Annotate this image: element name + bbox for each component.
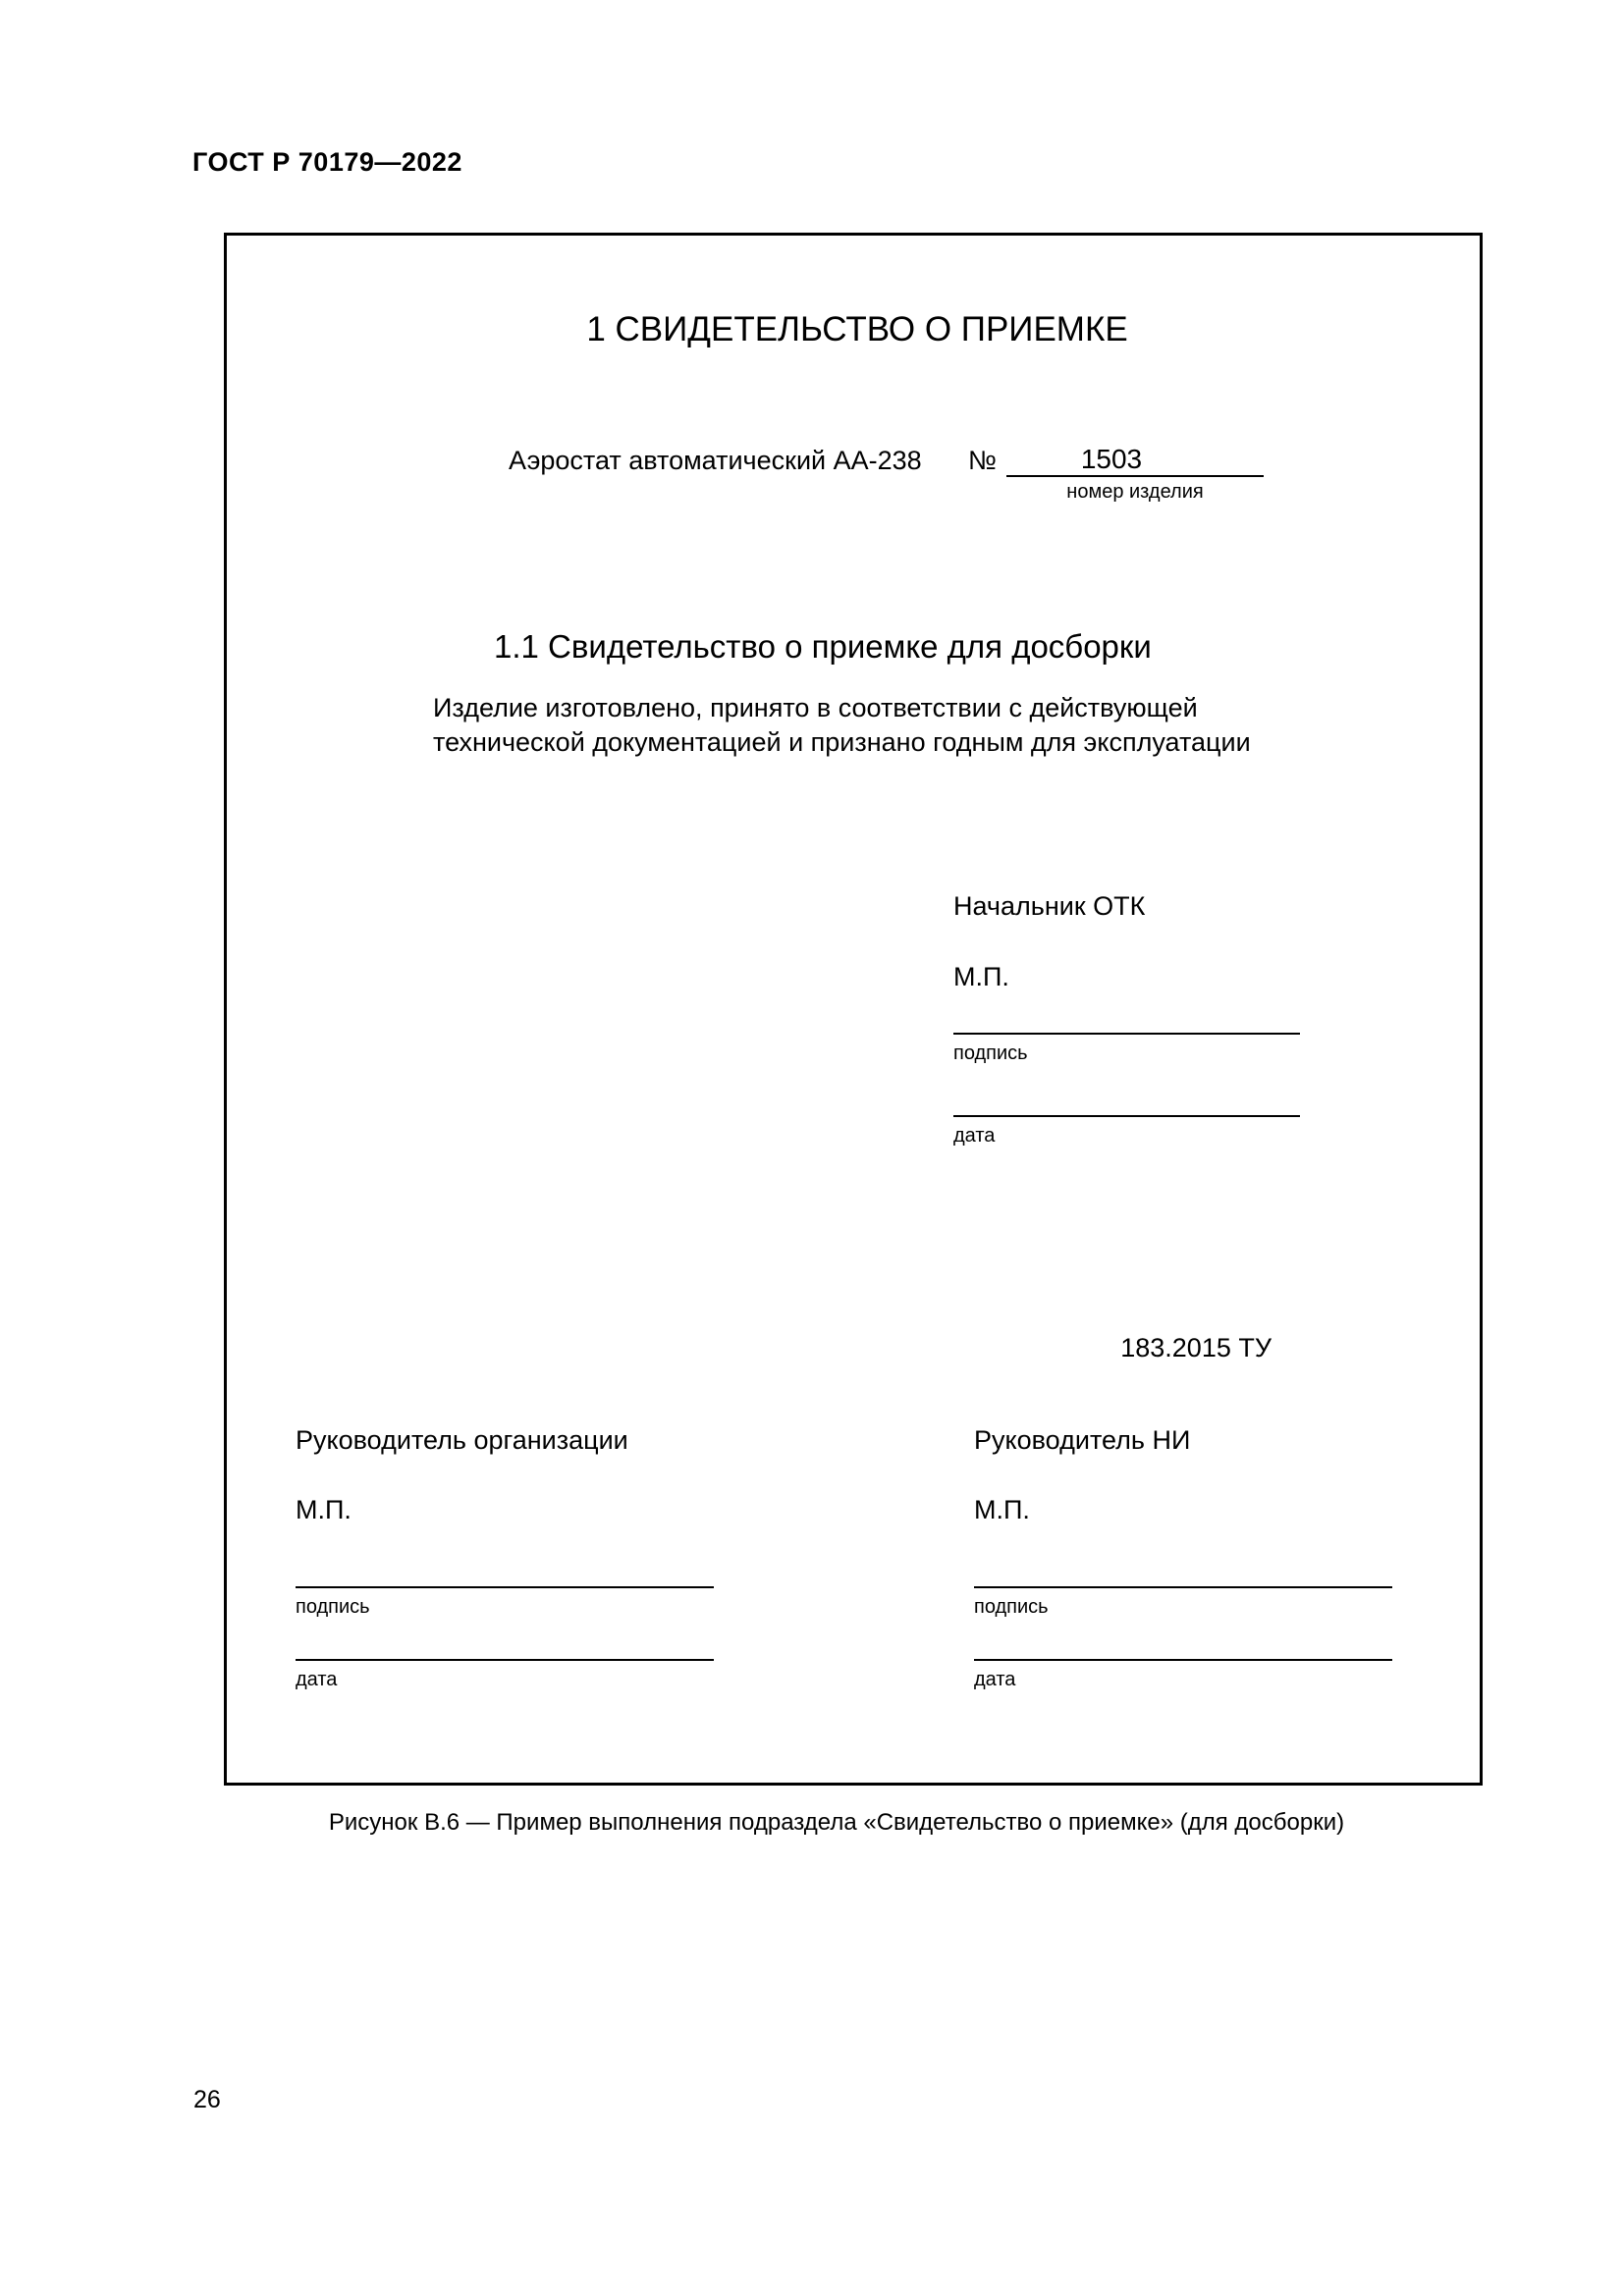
otk-title: Начальник ОТК <box>953 891 1146 921</box>
product-name: Аэростат автоматический АА-238 <box>509 446 922 475</box>
otk-date-line <box>953 1115 1300 1117</box>
org-head-date-line <box>296 1659 714 1661</box>
product-number-caption: номер изделия <box>1066 481 1204 503</box>
ni-head-stamp: М.П. <box>974 1495 1030 1524</box>
standard-code: ГОСТ Р 70179—2022 <box>192 147 462 177</box>
form-title: 1 СВИДЕТЕЛЬСТВО О ПРИЕМКЕ <box>586 310 1128 348</box>
ni-head-signature-caption: подпись <box>974 1596 1049 1618</box>
otk-date-caption: дата <box>953 1125 996 1147</box>
otk-signature-line <box>953 1033 1300 1035</box>
org-head-stamp: М.П. <box>296 1495 352 1524</box>
ni-head-title: Руководитель НИ <box>974 1425 1191 1455</box>
figure-caption: Рисунок В.6 — Пример выполнения подраздела «Свидетельство о приемке» (для досборки) <box>328 1809 1345 1836</box>
statement-line: технической документацией и признано годным для эксплуатации <box>433 727 1251 757</box>
ni-head-date-caption: дата <box>974 1669 1016 1690</box>
org-head-date-caption: дата <box>296 1669 338 1690</box>
org-head-title: Руководитель организации <box>296 1425 628 1455</box>
spec-code: 183.2015 ТУ <box>1120 1333 1272 1362</box>
otk-signature-caption: подпись <box>953 1042 1028 1064</box>
number-sign: № <box>968 446 997 475</box>
product-number-field: 1503 <box>1006 444 1264 477</box>
otk-stamp: М.П. <box>953 962 1009 991</box>
ni-head-date-line <box>974 1659 1392 1661</box>
org-head-signature-line <box>296 1586 714 1588</box>
statement-line: Изделие изготовлено, принято в соответствии с действующей <box>433 693 1198 722</box>
org-head-signature-caption: подпись <box>296 1596 370 1618</box>
acceptance-statement <box>433 691 1251 760</box>
acceptance-certificate-form <box>224 233 1483 1786</box>
subsection-title: 1.1 Свидетельство о приемке для досборки <box>494 628 1152 665</box>
ni-head-signature-line <box>974 1586 1392 1588</box>
page-number: 26 <box>193 2086 221 2113</box>
